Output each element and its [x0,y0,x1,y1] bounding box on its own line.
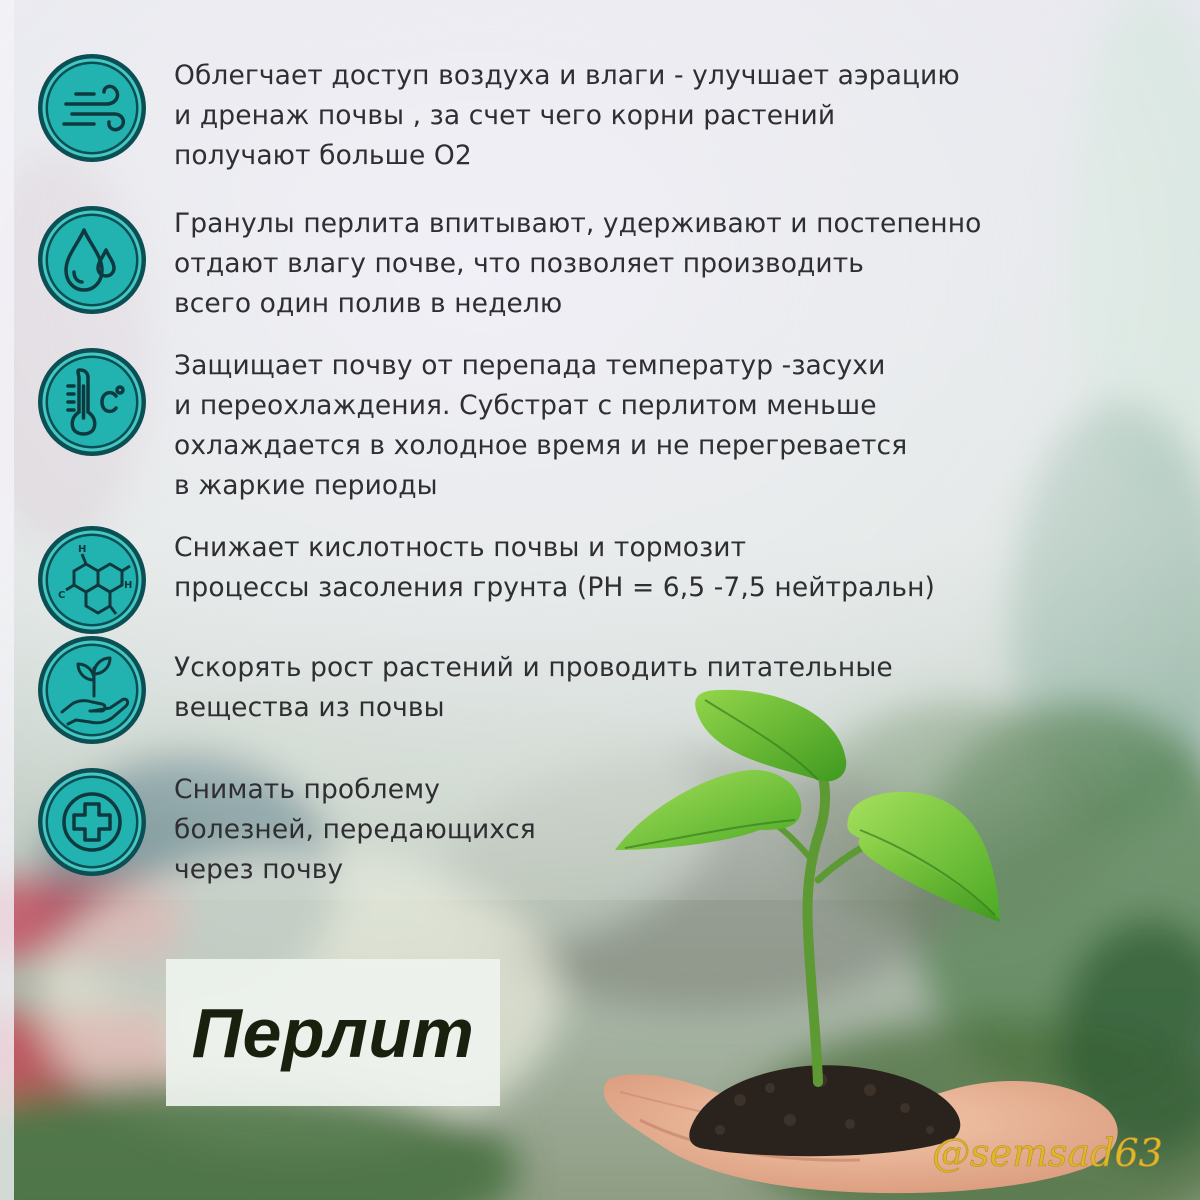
medical-cross-icon [36,766,148,878]
wind-icon-badge [36,52,148,164]
svg-text:H: H [124,580,133,591]
thermometer-icon-badge [36,346,148,458]
molecule-icon-badge [36,524,148,636]
hand-sprout-icon [36,634,148,746]
water-drops-icon-badge [36,204,148,316]
feature-text-temperature: Защищает почву от перепада температур -засухи и переохлаждения. Субстрат с перлитом меньше охлаждается в холодное время и не перегревается в жаркие периоды [174,350,908,501]
feature-text-disease: Снимать проблему болезней, передающихся через почву [174,774,536,885]
feature-text-moisture: Гранулы перлита впитывают, удерживают и постепенно отдают влагу почве, что позволяет производить всего один полив в неделю [174,208,982,319]
medical-cross-icon-badge [36,766,148,878]
svg-text:C: C [58,590,66,601]
watermark-signature [928,1128,1184,1178]
feature-text-growth: Ускорять рост растений и проводить питательные вещества из почвы [174,652,893,723]
wind-icon [36,52,148,164]
thermometer-celsius-icon [36,346,148,458]
page-title: Перлит [191,993,475,1072]
hand-sprout-icon-badge [36,634,148,746]
svg-text:H: H [78,544,87,555]
molecule-icon [36,524,148,636]
title-box [166,959,500,1106]
water-drops-icon [36,204,148,316]
feature-text-aeration: Облегчает доступ воздуха и влаги - улучшает аэрацию и дренаж почвы , за счет чего корни растений получают больше О2 [174,60,960,171]
watermark-text: @semsad63 [932,1131,1163,1175]
feature-text-acidity: Снижает кислотность почвы и тормозит процессы засоления грунта (PH = 6,5 -7,5 нейтральн) [174,532,935,603]
